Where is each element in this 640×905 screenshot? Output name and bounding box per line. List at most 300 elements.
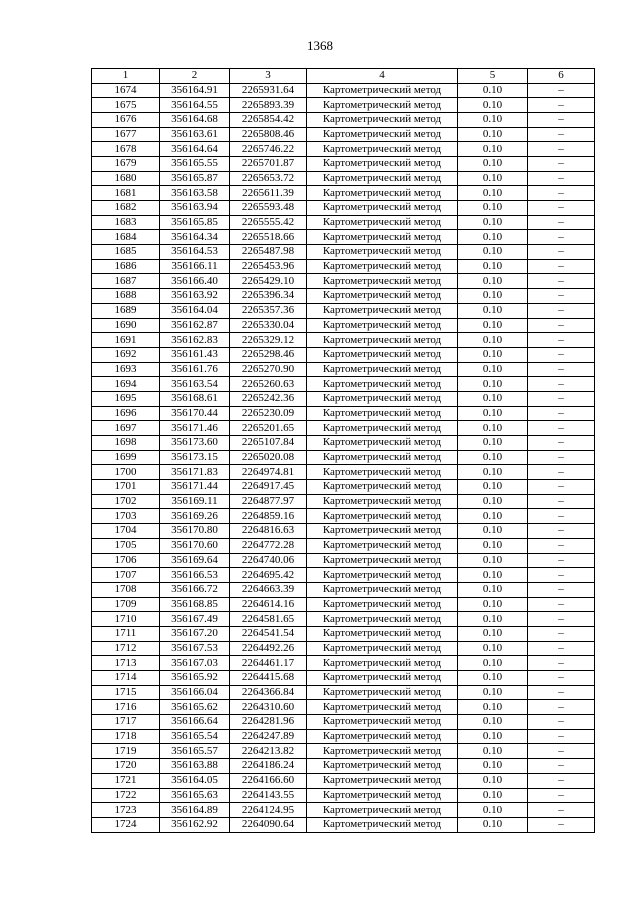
method-cell: Картометрический метод [307,788,458,803]
table-row [92,289,595,304]
note-cell: – [528,612,595,627]
table-row [92,538,595,553]
x-coordinate-cell: 356166.40 [160,274,230,289]
x-coordinate-cell: 356171.83 [160,465,230,480]
y-coordinate-cell: 2264461.17 [230,656,307,671]
table-row [92,509,595,524]
y-coordinate-cell: 2265808.46 [230,127,307,142]
method-cell: Картометрический метод [307,744,458,759]
point-number-cell: 1705 [92,538,160,553]
table-row [92,377,595,392]
x-coordinate-cell: 356167.03 [160,656,230,671]
note-cell: – [528,98,595,113]
y-coordinate-cell: 2264247.89 [230,729,307,744]
x-coordinate-cell: 356166.72 [160,582,230,597]
x-coordinate-cell: 356161.43 [160,347,230,362]
x-coordinate-cell: 356167.53 [160,641,230,656]
note-cell: – [528,803,595,818]
accuracy-cell: 0.10 [458,391,528,406]
y-coordinate-cell: 2265593.48 [230,201,307,216]
point-number-cell: 1717 [92,715,160,730]
note-cell: – [528,480,595,495]
note-cell: – [528,817,595,832]
note-cell: – [528,700,595,715]
note-cell: – [528,421,595,436]
note-cell: – [528,759,595,774]
y-coordinate-cell: 2265429.10 [230,274,307,289]
point-number-cell: 1678 [92,142,160,157]
table-row [92,553,595,568]
point-number-cell: 1724 [92,817,160,832]
method-cell: Картометрический метод [307,685,458,700]
accuracy-cell: 0.10 [458,127,528,142]
x-coordinate-cell: 356161.76 [160,362,230,377]
accuracy-cell: 0.10 [458,612,528,627]
point-number-cell: 1714 [92,671,160,686]
method-cell: Картометрический метод [307,524,458,539]
accuracy-cell: 0.10 [458,333,528,348]
accuracy-cell: 0.10 [458,700,528,715]
y-coordinate-cell: 2264581.65 [230,612,307,627]
note-cell: – [528,171,595,186]
method-cell: Картометрический метод [307,612,458,627]
x-coordinate-cell: 356164.34 [160,230,230,245]
point-number-cell: 1713 [92,656,160,671]
method-cell: Картометрический метод [307,465,458,480]
table-row [92,612,595,627]
point-number-cell: 1716 [92,700,160,715]
method-cell: Картометрический метод [307,318,458,333]
accuracy-cell: 0.10 [458,142,528,157]
table-row [92,215,595,230]
accuracy-cell: 0.10 [458,671,528,686]
table-header-row [92,69,595,84]
column-header: 6 [528,69,595,84]
accuracy-cell: 0.10 [458,626,528,641]
accuracy-cell: 0.10 [458,553,528,568]
x-coordinate-cell: 356171.44 [160,480,230,495]
accuracy-cell: 0.10 [458,98,528,113]
accuracy-cell: 0.10 [458,715,528,730]
table-row [92,303,595,318]
table-row [92,494,595,509]
table-body [92,83,595,832]
accuracy-cell: 0.10 [458,538,528,553]
table-row [92,641,595,656]
column-header: 3 [230,69,307,84]
method-cell: Картометрический метод [307,450,458,465]
y-coordinate-cell: 2265107.84 [230,436,307,451]
y-coordinate-cell: 2264213.82 [230,744,307,759]
y-coordinate-cell: 2264917.45 [230,480,307,495]
y-coordinate-cell: 2264090.64 [230,817,307,832]
method-cell: Картометрический метод [307,171,458,186]
note-cell: – [528,201,595,216]
note-cell: – [528,524,595,539]
accuracy-cell: 0.10 [458,641,528,656]
accuracy-cell: 0.10 [458,685,528,700]
point-number-cell: 1721 [92,773,160,788]
y-coordinate-cell: 2265298.46 [230,347,307,362]
point-number-cell: 1695 [92,391,160,406]
method-cell: Картометрический метод [307,759,458,774]
y-coordinate-cell: 2265396.34 [230,289,307,304]
note-cell: – [528,274,595,289]
y-coordinate-cell: 2265230.09 [230,406,307,421]
accuracy-cell: 0.10 [458,201,528,216]
x-coordinate-cell: 356165.55 [160,156,230,171]
method-cell: Картометрический метод [307,715,458,730]
point-number-cell: 1708 [92,582,160,597]
note-cell: – [528,406,595,421]
table-row [92,685,595,700]
table-row [92,259,595,274]
y-coordinate-cell: 2264740.06 [230,553,307,568]
y-coordinate-cell: 2264816.63 [230,524,307,539]
table-row [92,626,595,641]
y-coordinate-cell: 2265357.36 [230,303,307,318]
x-coordinate-cell: 356164.04 [160,303,230,318]
table-row [92,347,595,362]
table-row [92,83,595,98]
y-coordinate-cell: 2265487.98 [230,245,307,260]
note-cell: – [528,671,595,686]
accuracy-cell: 0.10 [458,156,528,171]
accuracy-cell: 0.10 [458,215,528,230]
table-row [92,391,595,406]
y-coordinate-cell: 2265893.39 [230,98,307,113]
point-number-cell: 1718 [92,729,160,744]
method-cell: Картометрический метод [307,509,458,524]
y-coordinate-cell: 2265701.87 [230,156,307,171]
accuracy-cell: 0.10 [458,362,528,377]
method-cell: Картометрический метод [307,127,458,142]
accuracy-cell: 0.10 [458,465,528,480]
point-number-cell: 1683 [92,215,160,230]
table-row [92,406,595,421]
note-cell: – [528,641,595,656]
point-number-cell: 1711 [92,626,160,641]
method-cell: Картометрический метод [307,303,458,318]
x-coordinate-cell: 356166.04 [160,685,230,700]
point-number-cell: 1697 [92,421,160,436]
point-number-cell: 1722 [92,788,160,803]
y-coordinate-cell: 2265555.42 [230,215,307,230]
accuracy-cell: 0.10 [458,817,528,832]
accuracy-cell: 0.10 [458,289,528,304]
y-coordinate-cell: 2265242.36 [230,391,307,406]
note-cell: – [528,142,595,157]
accuracy-cell: 0.10 [458,803,528,818]
table-row [92,700,595,715]
note-cell: – [528,568,595,583]
note-cell: – [528,127,595,142]
accuracy-cell: 0.10 [458,480,528,495]
method-cell: Картометрический метод [307,480,458,495]
table-row [92,201,595,216]
note-cell: – [528,83,595,98]
table-row [92,333,595,348]
accuracy-cell: 0.10 [458,773,528,788]
point-number-cell: 1687 [92,274,160,289]
y-coordinate-cell: 2265931.64 [230,83,307,98]
accuracy-cell: 0.10 [458,230,528,245]
method-cell: Картометрический метод [307,406,458,421]
note-cell: – [528,788,595,803]
note-cell: – [528,436,595,451]
y-coordinate-cell: 2265611.39 [230,186,307,201]
method-cell: Картометрический метод [307,729,458,744]
note-cell: – [528,450,595,465]
note-cell: – [528,186,595,201]
table-row [92,465,595,480]
method-cell: Картометрический метод [307,333,458,348]
table-row [92,186,595,201]
accuracy-cell: 0.10 [458,597,528,612]
table-row [92,744,595,759]
note-cell: – [528,626,595,641]
accuracy-cell: 0.10 [458,729,528,744]
x-coordinate-cell: 356162.83 [160,333,230,348]
table-row [92,568,595,583]
point-number-cell: 1674 [92,83,160,98]
method-cell: Картометрический метод [307,421,458,436]
method-cell: Картометрический метод [307,568,458,583]
x-coordinate-cell: 356163.92 [160,289,230,304]
x-coordinate-cell: 356164.91 [160,83,230,98]
point-number-cell: 1694 [92,377,160,392]
note-cell: – [528,494,595,509]
column-header: 4 [307,69,458,84]
note-cell: – [528,465,595,480]
method-cell: Картометрический метод [307,582,458,597]
y-coordinate-cell: 2264614.16 [230,597,307,612]
y-coordinate-cell: 2265653.72 [230,171,307,186]
method-cell: Картометрический метод [307,494,458,509]
table-row [92,582,595,597]
x-coordinate-cell: 356167.20 [160,626,230,641]
table-row [92,245,595,260]
table-row [92,817,595,832]
x-coordinate-cell: 356168.61 [160,391,230,406]
point-number-cell: 1689 [92,303,160,318]
method-cell: Картометрический метод [307,274,458,289]
y-coordinate-cell: 2264124.95 [230,803,307,818]
accuracy-cell: 0.10 [458,112,528,127]
x-coordinate-cell: 356170.60 [160,538,230,553]
accuracy-cell: 0.10 [458,245,528,260]
table-row [92,127,595,142]
x-coordinate-cell: 356167.49 [160,612,230,627]
accuracy-cell: 0.10 [458,274,528,289]
accuracy-cell: 0.10 [458,259,528,274]
y-coordinate-cell: 2265518.66 [230,230,307,245]
x-coordinate-cell: 356170.80 [160,524,230,539]
method-cell: Картометрический метод [307,671,458,686]
y-coordinate-cell: 2264415.68 [230,671,307,686]
table-row [92,436,595,451]
table-row [92,788,595,803]
accuracy-cell: 0.10 [458,582,528,597]
x-coordinate-cell: 356170.44 [160,406,230,421]
accuracy-cell: 0.10 [458,509,528,524]
y-coordinate-cell: 2264695.42 [230,568,307,583]
accuracy-cell: 0.10 [458,788,528,803]
y-coordinate-cell: 2264663.39 [230,582,307,597]
method-cell: Картометрический метод [307,98,458,113]
method-cell: Картометрический метод [307,347,458,362]
accuracy-cell: 0.10 [458,421,528,436]
y-coordinate-cell: 2265746.22 [230,142,307,157]
note-cell: – [528,582,595,597]
note-cell: – [528,318,595,333]
x-coordinate-cell: 356166.11 [160,259,230,274]
x-coordinate-cell: 356166.53 [160,568,230,583]
method-cell: Картометрический метод [307,362,458,377]
table-row [92,671,595,686]
method-cell: Картометрический метод [307,83,458,98]
y-coordinate-cell: 2264166.60 [230,773,307,788]
y-coordinate-cell: 2265270.90 [230,362,307,377]
x-coordinate-cell: 356169.11 [160,494,230,509]
table-row [92,362,595,377]
point-number-cell: 1693 [92,362,160,377]
method-cell: Картометрический метод [307,817,458,832]
note-cell: – [528,112,595,127]
method-cell: Картометрический метод [307,553,458,568]
accuracy-cell: 0.10 [458,186,528,201]
y-coordinate-cell: 2265330.04 [230,318,307,333]
y-coordinate-cell: 2264859.16 [230,509,307,524]
x-coordinate-cell: 356165.63 [160,788,230,803]
x-coordinate-cell: 356164.64 [160,142,230,157]
method-cell: Картометрический метод [307,245,458,260]
point-number-cell: 1702 [92,494,160,509]
point-number-cell: 1682 [92,201,160,216]
y-coordinate-cell: 2265854.42 [230,112,307,127]
x-coordinate-cell: 356163.61 [160,127,230,142]
x-coordinate-cell: 356165.87 [160,171,230,186]
point-number-cell: 1676 [92,112,160,127]
y-coordinate-cell: 2264366.84 [230,685,307,700]
point-number-cell: 1723 [92,803,160,818]
y-coordinate-cell: 2265329.12 [230,333,307,348]
accuracy-cell: 0.10 [458,568,528,583]
page-number: 1368 [307,38,333,53]
accuracy-cell: 0.10 [458,524,528,539]
note-cell: – [528,245,595,260]
x-coordinate-cell: 356173.15 [160,450,230,465]
y-coordinate-cell: 2265020.08 [230,450,307,465]
method-cell: Картометрический метод [307,436,458,451]
y-coordinate-cell: 2265201.65 [230,421,307,436]
x-coordinate-cell: 356164.05 [160,773,230,788]
note-cell: – [528,391,595,406]
point-number-cell: 1709 [92,597,160,612]
table-row [92,230,595,245]
method-cell: Картометрический метод [307,597,458,612]
table-row [92,803,595,818]
method-cell: Картометрический метод [307,656,458,671]
method-cell: Картометрический метод [307,201,458,216]
point-number-cell: 1679 [92,156,160,171]
accuracy-cell: 0.10 [458,436,528,451]
x-coordinate-cell: 356163.94 [160,201,230,216]
point-number-cell: 1686 [92,259,160,274]
method-cell: Картометрический метод [307,259,458,274]
point-number-cell: 1690 [92,318,160,333]
x-coordinate-cell: 356163.58 [160,186,230,201]
y-coordinate-cell: 2264492.26 [230,641,307,656]
y-coordinate-cell: 2264974.81 [230,465,307,480]
method-cell: Картометрический метод [307,186,458,201]
x-coordinate-cell: 356163.88 [160,759,230,774]
method-cell: Картометрический метод [307,626,458,641]
point-number-cell: 1707 [92,568,160,583]
table-row [92,715,595,730]
coordinates-table [91,68,595,833]
point-number-cell: 1703 [92,509,160,524]
x-coordinate-cell: 356162.87 [160,318,230,333]
table-row [92,318,595,333]
table-row [92,729,595,744]
column-header: 1 [92,69,160,84]
method-cell: Картометрический метод [307,773,458,788]
accuracy-cell: 0.10 [458,318,528,333]
method-cell: Картометрический метод [307,377,458,392]
method-cell: Картометрический метод [307,289,458,304]
y-coordinate-cell: 2264310.60 [230,700,307,715]
accuracy-cell: 0.10 [458,347,528,362]
point-number-cell: 1696 [92,406,160,421]
y-coordinate-cell: 2264186.24 [230,759,307,774]
point-number-cell: 1684 [92,230,160,245]
point-number-cell: 1698 [92,436,160,451]
y-coordinate-cell: 2265260.63 [230,377,307,392]
x-coordinate-cell: 356162.92 [160,817,230,832]
x-coordinate-cell: 356165.54 [160,729,230,744]
y-coordinate-cell: 2264772.28 [230,538,307,553]
note-cell: – [528,744,595,759]
note-cell: – [528,259,595,274]
point-number-cell: 1681 [92,186,160,201]
note-cell: – [528,656,595,671]
note-cell: – [528,156,595,171]
method-cell: Картометрический метод [307,112,458,127]
table-row [92,274,595,289]
x-coordinate-cell: 356165.62 [160,700,230,715]
note-cell: – [528,215,595,230]
accuracy-cell: 0.10 [458,377,528,392]
x-coordinate-cell: 356171.46 [160,421,230,436]
x-coordinate-cell: 356168.85 [160,597,230,612]
x-coordinate-cell: 356166.64 [160,715,230,730]
point-number-cell: 1712 [92,641,160,656]
method-cell: Картометрический метод [307,142,458,157]
table-row [92,597,595,612]
table-row [92,156,595,171]
note-cell: – [528,715,595,730]
x-coordinate-cell: 356165.85 [160,215,230,230]
table-row [92,98,595,113]
note-cell: – [528,362,595,377]
point-number-cell: 1719 [92,744,160,759]
point-number-cell: 1710 [92,612,160,627]
method-cell: Картометрический метод [307,803,458,818]
note-cell: – [528,509,595,524]
x-coordinate-cell: 356164.68 [160,112,230,127]
note-cell: – [528,347,595,362]
